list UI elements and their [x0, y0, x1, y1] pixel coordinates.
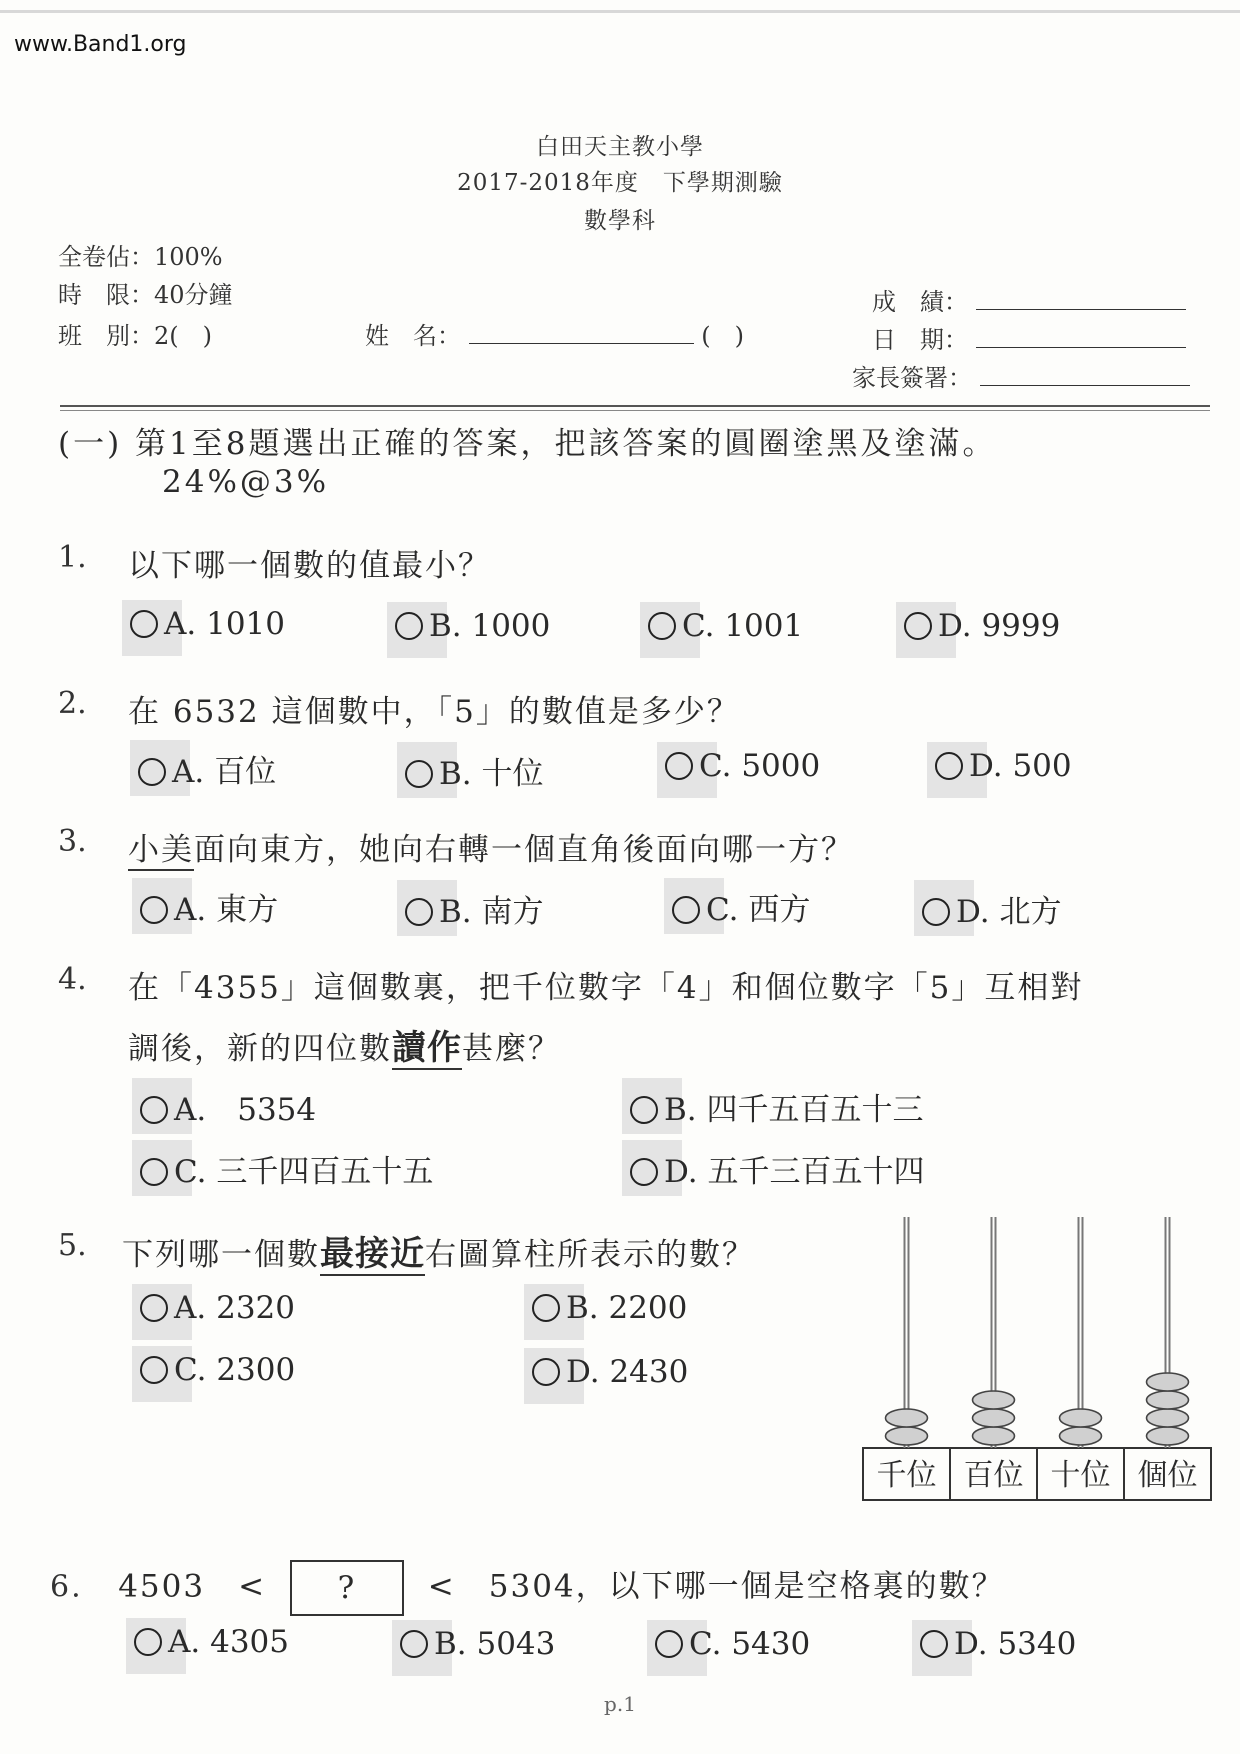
class-field: 班 別：2( ): [58, 322, 212, 350]
q3-option-a[interactable]: A. 東方: [140, 884, 278, 929]
q3-option-c[interactable]: C. 西方: [672, 884, 810, 929]
emphasis-closest: 最接近: [320, 1234, 425, 1274]
total-weight: 全卷佔：100%: [58, 243, 223, 271]
signature-label: 家長簽署：: [852, 364, 972, 392]
q5-option-c[interactable]: C. 2300: [140, 1352, 295, 1388]
radio-circle-icon[interactable]: [630, 1158, 658, 1186]
radio-circle-icon[interactable]: [935, 752, 963, 780]
blank-box: ?: [290, 1560, 404, 1616]
question-6-number: 6.: [50, 1569, 83, 1605]
date-blank[interactable]: [976, 347, 1186, 348]
radio-circle-icon[interactable]: [532, 1294, 560, 1322]
question-4-number: 4.: [58, 962, 87, 997]
question-1-text: 以下哪一個數的值最小？: [128, 548, 491, 584]
radio-circle-icon[interactable]: [140, 1294, 168, 1322]
name-blank[interactable]: [469, 343, 694, 344]
student-name: 小美: [128, 832, 194, 871]
radio-circle-icon[interactable]: [138, 758, 166, 786]
header-divider-thin: [60, 410, 1210, 411]
question-4-line-1: 在「4355」這個數裏，把千位數字「4」和個位數字「5」互相對: [128, 970, 1084, 1006]
q2-option-c[interactable]: C. 5000: [665, 748, 820, 784]
radio-circle-icon[interactable]: [672, 896, 700, 924]
q1-option-c[interactable]: C. 1001: [648, 608, 803, 644]
radio-circle-icon[interactable]: [134, 1628, 162, 1656]
radio-circle-icon[interactable]: [140, 1158, 168, 1186]
question-6-left: 4503 <: [118, 1568, 267, 1605]
question-3-text: 小美面向東方，她向右轉一個直角後面向哪一方？: [128, 824, 854, 869]
date-label: 日 期：: [872, 326, 968, 354]
q1-option-a[interactable]: A. 1010: [130, 606, 285, 642]
abacus-bead: [1060, 1427, 1102, 1445]
abacus-bead: [973, 1409, 1015, 1427]
date-field: [872, 320, 1186, 355]
radio-circle-icon[interactable]: [665, 752, 693, 780]
q4-option-b[interactable]: B. 四千五百五十三: [630, 1084, 924, 1129]
abacus-bead: [973, 1391, 1015, 1409]
q1-option-d[interactable]: D. 9999: [904, 608, 1060, 644]
question-6: [50, 1560, 1005, 1616]
abacus-bead: [886, 1427, 928, 1445]
q1-option-b[interactable]: B. 1000: [395, 608, 550, 644]
radio-circle-icon[interactable]: [630, 1096, 658, 1124]
radio-circle-icon[interactable]: [405, 760, 433, 788]
q4-option-c[interactable]: C. 三千四百五十五: [140, 1146, 433, 1191]
score-field: [872, 282, 1186, 317]
abacus-bead: [1147, 1373, 1189, 1391]
score-label: 成 績：: [872, 288, 968, 316]
q2-option-d[interactable]: D. 500: [935, 748, 1072, 784]
q6-option-a[interactable]: A. 4305: [134, 1624, 289, 1660]
header-divider: [60, 405, 1210, 407]
section-marks: 24%@3%: [162, 464, 330, 500]
emphasis-read-as: 讀作: [392, 1028, 462, 1068]
q2-option-a[interactable]: A. 百位: [138, 746, 276, 791]
radio-circle-icon[interactable]: [655, 1630, 683, 1658]
question-6-right: < 5304，以下哪一個是空格裏的數？: [427, 1568, 1005, 1605]
q6-option-d[interactable]: D. 5340: [920, 1626, 1076, 1662]
abacus-bead: [973, 1427, 1015, 1445]
abacus-bead: [1147, 1391, 1189, 1409]
abacus-bead: [1147, 1409, 1189, 1427]
exam-title: 2017-2018年度 下學期測驗: [457, 170, 783, 196]
radio-circle-icon[interactable]: [532, 1358, 560, 1386]
q5-option-a[interactable]: A. 2320: [140, 1290, 295, 1326]
abacus-bead: [1147, 1427, 1189, 1445]
radio-circle-icon[interactable]: [405, 898, 433, 926]
radio-circle-icon[interactable]: [904, 612, 932, 640]
radio-circle-icon[interactable]: [400, 1630, 428, 1658]
q5-option-d[interactable]: D. 2430: [532, 1354, 688, 1390]
signature-field: [852, 358, 1190, 393]
abacus-label: 百位: [963, 1458, 1024, 1493]
question-5-text: 下列哪一個數最接近右圖算柱所表示的數？: [122, 1234, 755, 1274]
radio-circle-icon[interactable]: [920, 1630, 948, 1658]
radio-circle-icon[interactable]: [140, 896, 168, 924]
abacus-label: 千位: [876, 1458, 937, 1493]
abacus-diagram: [860, 1215, 1220, 1505]
q6-option-b[interactable]: B. 5043: [400, 1626, 555, 1662]
radio-circle-icon[interactable]: [140, 1096, 168, 1124]
question-5-number: 5.: [58, 1228, 87, 1263]
question-3-number: 3.: [58, 824, 87, 859]
question-1-number: 1.: [58, 540, 87, 575]
abacus-bead: [1060, 1409, 1102, 1427]
abacus-bead: [886, 1409, 928, 1427]
q4-option-d[interactable]: D. 五千三百五十四: [630, 1146, 924, 1191]
watermark: www.Band1.org: [14, 32, 187, 57]
score-blank[interactable]: [976, 309, 1186, 310]
name-field: [365, 316, 744, 351]
q2-option-b[interactable]: B. 十位: [405, 748, 544, 793]
radio-circle-icon[interactable]: [922, 898, 950, 926]
q4-option-a[interactable]: A. 5354: [140, 1084, 316, 1129]
q6-option-c[interactable]: C. 5430: [655, 1626, 810, 1662]
question-4-line-2: 調後，新的四位數讀作甚麼？: [128, 1028, 561, 1068]
q3-option-d[interactable]: D. 北方: [922, 886, 1061, 931]
name-label: 姓 名：: [365, 322, 461, 350]
abacus-label: 十位: [1050, 1458, 1111, 1493]
question-2-text: 在 6532 這個數中，「5」的數值是多少？: [128, 694, 740, 730]
question-2-number: 2.: [58, 686, 87, 721]
radio-circle-icon[interactable]: [648, 612, 676, 640]
radio-circle-icon[interactable]: [130, 610, 158, 638]
school-name: 白田天主教小學: [536, 134, 704, 160]
subject-title: 數學科: [584, 208, 656, 234]
section-title: (一) 第1至8題選出正確的答案，把該答案的圓圈塗黑及塗滿。: [58, 426, 997, 462]
scan-top-edge: [0, 10, 1240, 13]
radio-circle-icon[interactable]: [140, 1356, 168, 1384]
page-number: p.1: [604, 1692, 636, 1716]
radio-circle-icon[interactable]: [395, 612, 423, 640]
time-limit: 時 限：40分鐘: [58, 281, 233, 309]
q5-option-b[interactable]: B. 2200: [532, 1290, 687, 1326]
name-number: ( ): [701, 322, 745, 350]
abacus-label: 個位: [1137, 1458, 1198, 1493]
q3-option-b[interactable]: B. 南方: [405, 886, 544, 931]
signature-blank[interactable]: [980, 385, 1190, 386]
